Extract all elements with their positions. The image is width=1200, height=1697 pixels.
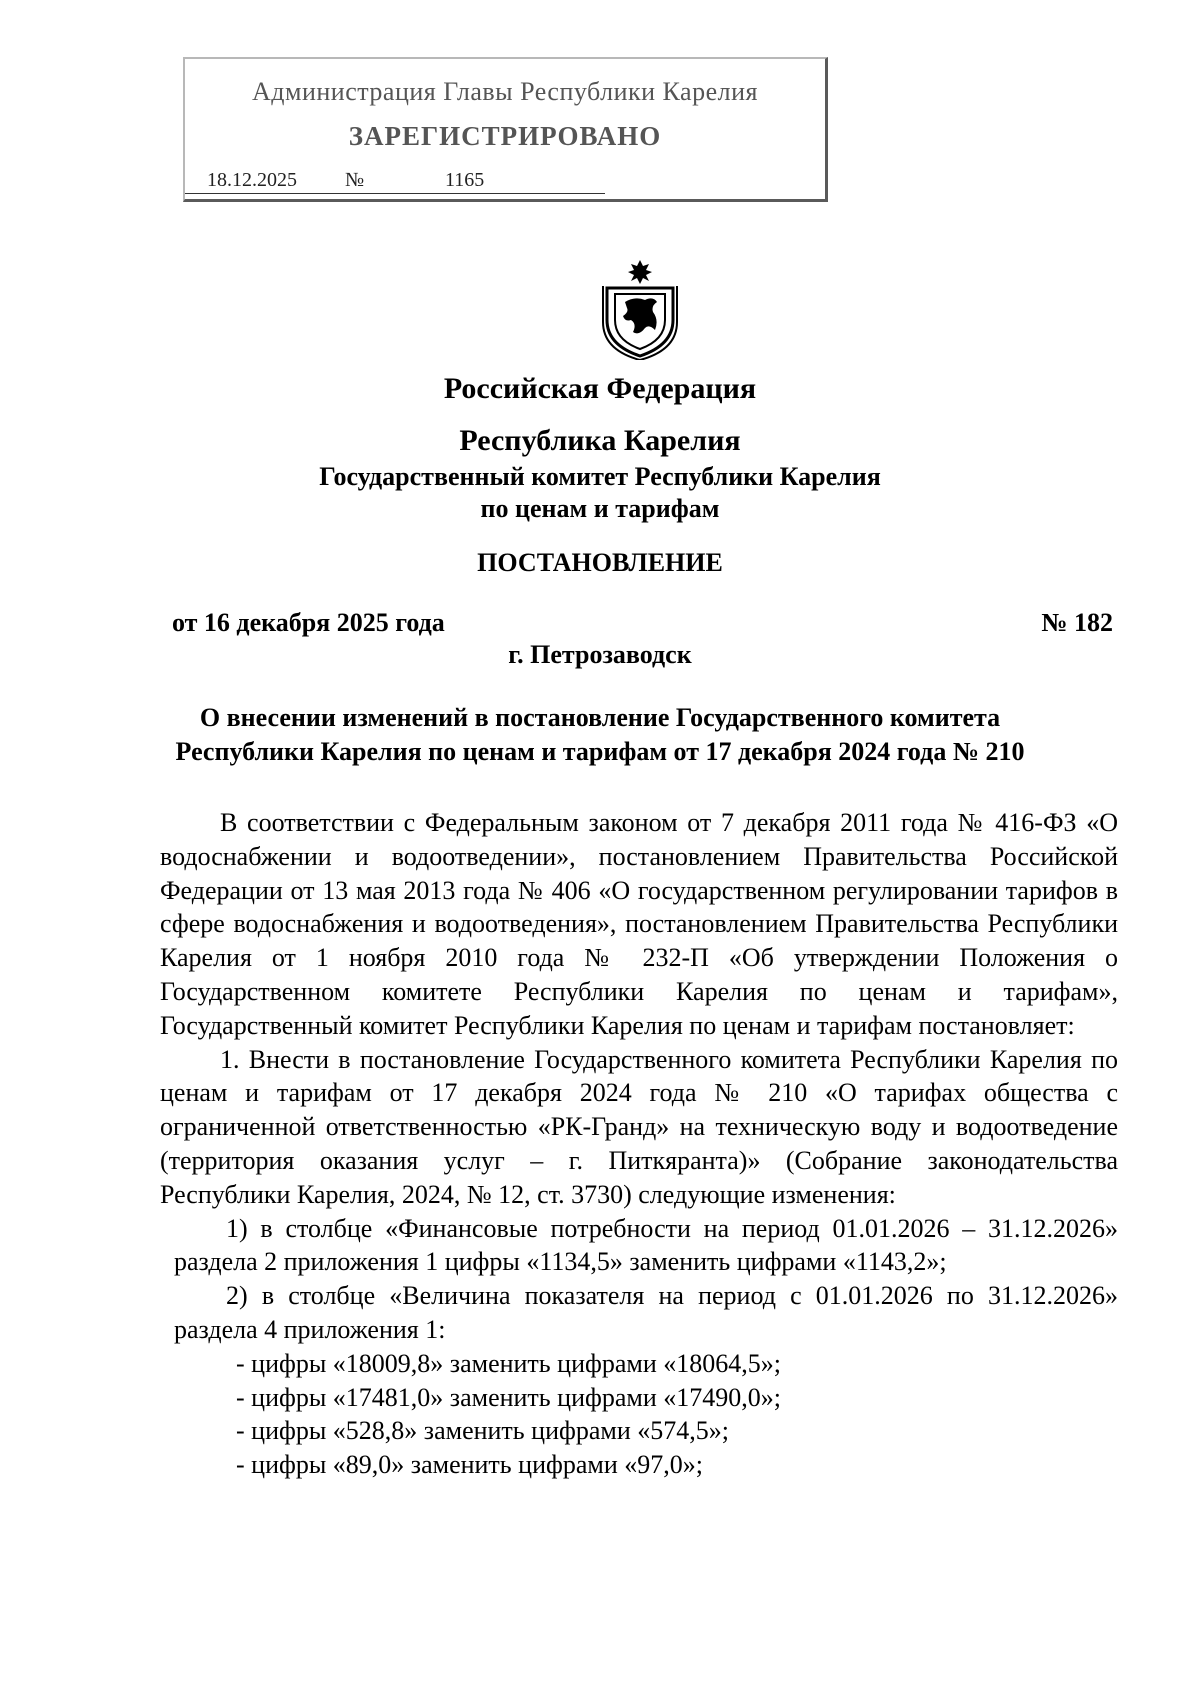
document-date: от 16 декабря 2025 года <box>172 608 445 637</box>
document-type: ПОСТАНОВЛЕНИЕ <box>477 548 723 577</box>
stamp-organization: Администрация Главы Республики Карелия <box>252 77 758 106</box>
stamp-date: 18.12.2025 <box>207 169 297 191</box>
change-line: - цифры «528,8» заменить цифрами «574,5»; <box>236 1416 729 1446</box>
item-1-paragraph: 1. Внести в постановление Государственного комитета Республики Карелия по ценам и тарифам от 17 декабря 2024 года № 210 «О тарифах общества с ограниченной ответственностью «РК-Гранд» на техническую воду и водоотведение (территория оказания услуг – г. Питкяранта)» (Собрание законодательства Республики Карелия, 2024, № 12, ст. 3730) следующие изменения: <box>160 1044 1118 1209</box>
document-title-line1: О внесении изменений в постановление Государственного комитета <box>199 703 1001 732</box>
header-republic: Республика Карелия <box>459 424 741 457</box>
stamp-registration-line <box>185 167 605 194</box>
registration-stamp <box>183 57 828 202</box>
change-line: - цифры «18009,8» заменить цифрами «18064,5»; <box>236 1348 781 1378</box>
header-committee-line2: по ценам и тарифам <box>480 494 720 523</box>
header-country: Российская Федерация <box>443 372 757 405</box>
change-line: - цифры «89,0» заменить цифрами «97,0»; <box>236 1450 703 1480</box>
header-committee-line1: Государственный комитет Республики Карелия <box>319 462 881 491</box>
preamble-paragraph: В соответствии с Федеральным законом от 7 декабря 2011 года № 416-ФЗ «О водоснабжении и водоотведении», постановлением Правительства Российской Федерации от 13 мая 2013 года № 406 «О государственном регулировании тарифов в сфере водоснабжения и водоотведения», постановлением Правительства Республики Карелия от 1 ноября 2010 года № 232-П «Об утверждении Положения о Государственном комитете Республики Карелия по ценам и тарифам», Государственный комитет Республики Карелия по ценам и тарифам постановляет: <box>160 808 1118 1040</box>
document-city: г. Петрозаводск <box>508 640 692 669</box>
document-title-line2: Республики Карелия по ценам и тарифам от 17 декабря 2024 года № 210 <box>175 737 1025 766</box>
karelia-coat-of-arms-icon <box>595 250 685 360</box>
stamp-number-label: № <box>345 169 365 191</box>
subitem-1-paragraph: 1) в столбце «Финансовые потребности на период 01.01.2026 – 31.12.2026» раздела 2 приложения 1 цифры «1134,5» заменить цифрами «1143,2»; <box>174 1213 1118 1277</box>
stamp-status: ЗАРЕГИСТРИРОВАНО <box>348 121 662 151</box>
change-line: - цифры «17481,0» заменить цифрами «17490,0»; <box>236 1382 781 1412</box>
stamp-number: 1165 <box>445 169 485 191</box>
document-body <box>160 806 1118 1482</box>
subitem-2-paragraph: 2) в столбце «Величина показателя на период с 01.01.2026 по 31.12.2026» раздела 4 приложения 1: <box>174 1281 1118 1344</box>
document-number: № 182 <box>1041 608 1113 637</box>
